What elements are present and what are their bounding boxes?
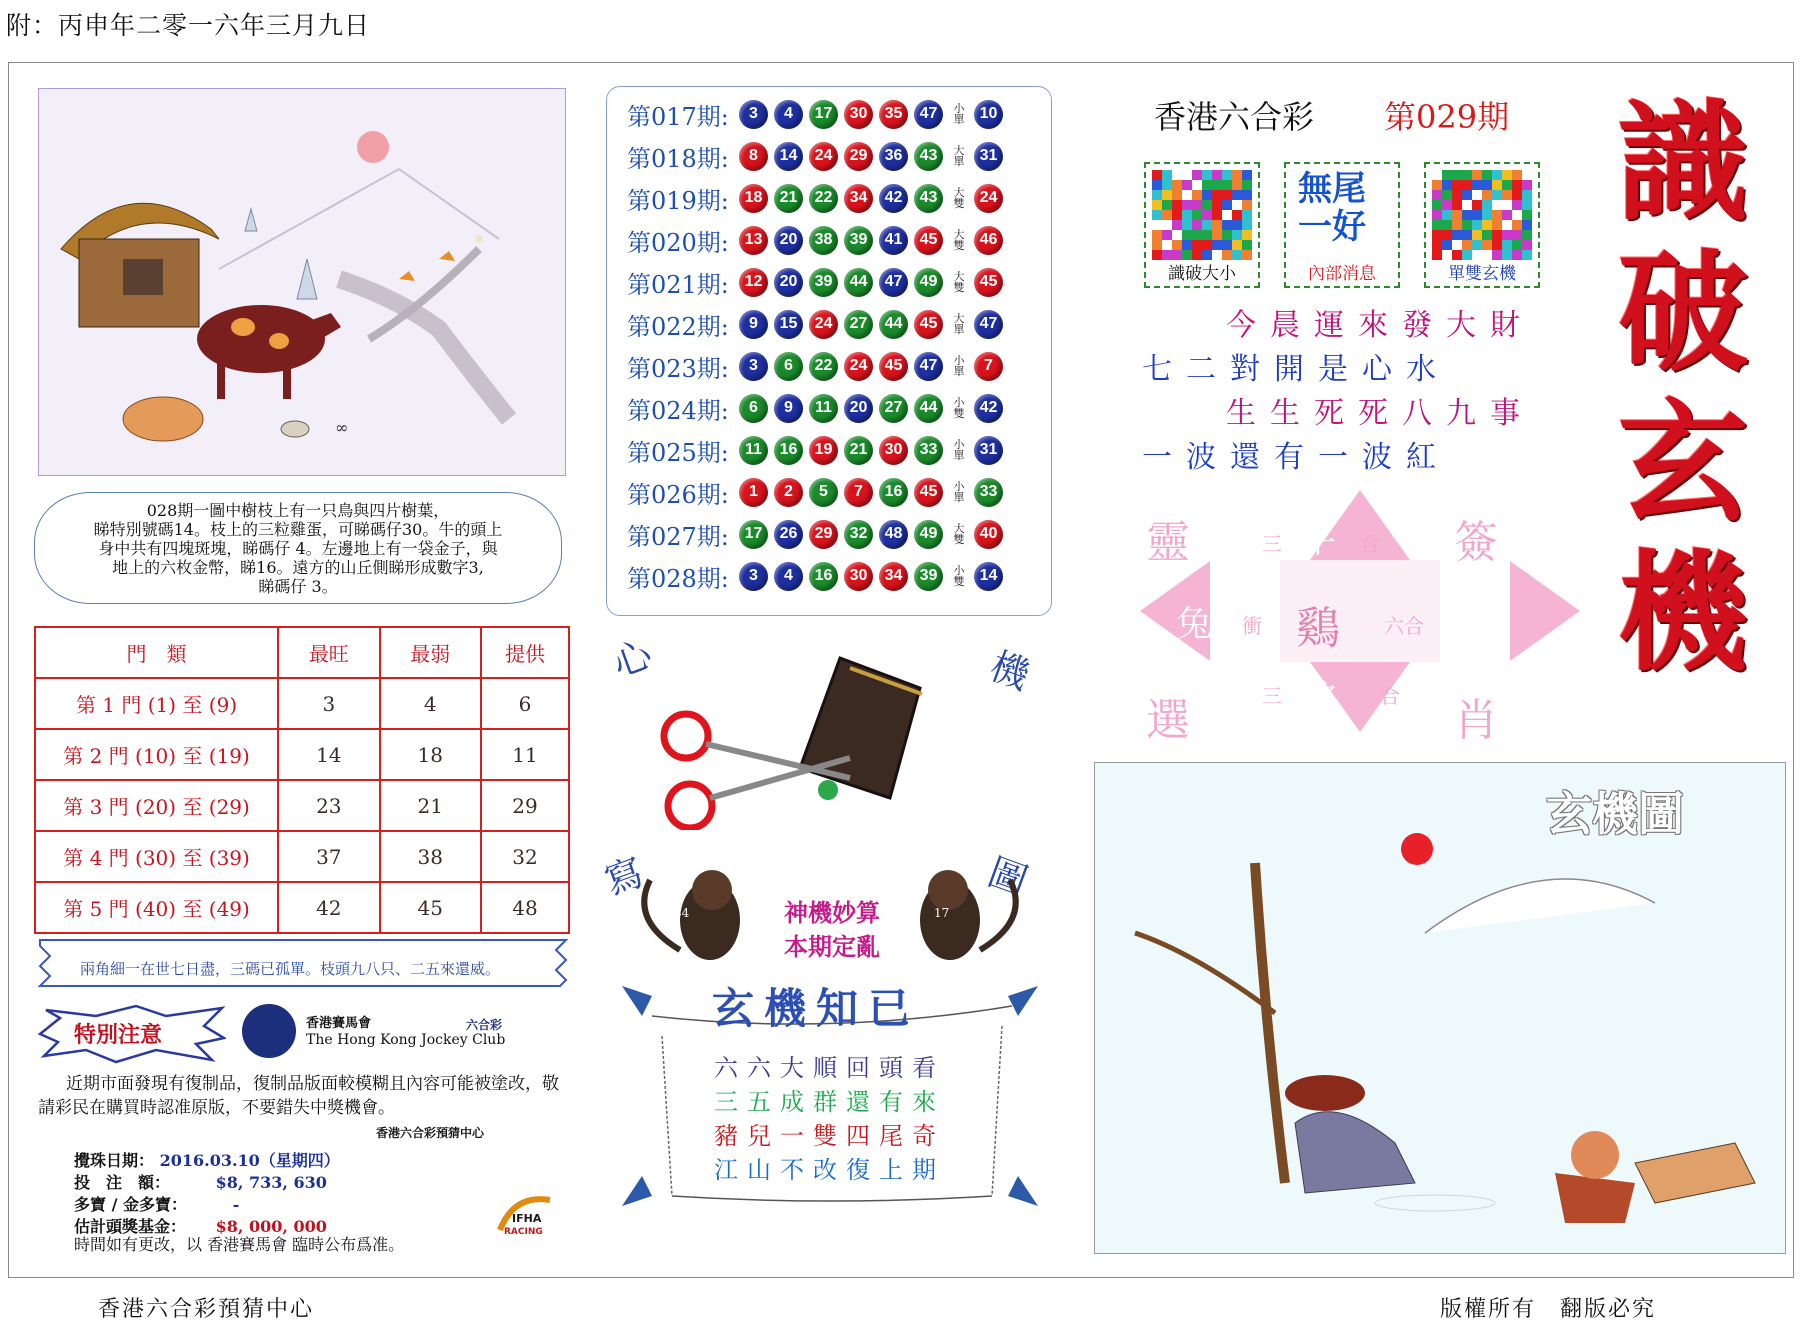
size-hint-label: 識破大小 bbox=[1168, 264, 1236, 284]
number-ball: 14 bbox=[774, 142, 803, 171]
result-row bbox=[627, 431, 1009, 469]
footer-left: 香港六合彩預猜中心 bbox=[98, 1297, 315, 1322]
hkjc-name-zh: 香港賽馬會 bbox=[306, 1016, 372, 1031]
riddle-line: 身中共有四塊斑塊，睇碼仔 4。左邊地上有一袋金子，與 bbox=[98, 539, 498, 558]
mark-six-logo: 六合彩 bbox=[466, 1018, 503, 1032]
compass-bottom: 蛇 bbox=[1300, 678, 1337, 719]
svg-text:RACING: RACING bbox=[504, 1227, 543, 1237]
result-row bbox=[627, 221, 1009, 259]
special-attribute: 小單 bbox=[953, 438, 965, 462]
result-row bbox=[627, 95, 1009, 133]
number-ball: 5 bbox=[809, 478, 838, 507]
number-ball: 27 bbox=[844, 310, 873, 339]
shenji-line: 本期定亂 bbox=[784, 932, 880, 961]
compass-corner-zodiac: 肖 bbox=[1454, 695, 1498, 746]
verse-line-1: 今晨運來發大財 bbox=[1226, 308, 1534, 343]
big-title-char: 機 bbox=[1617, 536, 1748, 689]
result-row bbox=[627, 389, 1009, 427]
draw-date-label: 攪珠日期 bbox=[74, 1151, 139, 1170]
door-label: 第 2 門 (10) 至 (19) bbox=[35, 729, 278, 780]
number-ball: 49 bbox=[914, 268, 943, 297]
number-ball: 35 bbox=[879, 100, 908, 129]
multi-jackpot-row: 多寶 / 金多寶： - bbox=[74, 1195, 240, 1214]
shenji-line: 神機妙算 bbox=[784, 898, 880, 927]
number-ball: 45 bbox=[914, 226, 943, 255]
provided-value: 6 bbox=[481, 678, 569, 729]
number-ball: 4 bbox=[774, 100, 803, 129]
number-ball: 47 bbox=[914, 352, 943, 381]
hottest-value: 23 bbox=[278, 780, 379, 831]
hottest-value: 37 bbox=[278, 831, 379, 882]
hottest-value: 42 bbox=[278, 882, 379, 933]
hkjc-logo-icon bbox=[242, 1004, 296, 1058]
header-date: 附：丙申年二零一六年三月九日 bbox=[6, 11, 371, 40]
verse-line-2: 七二對開是心水 bbox=[1142, 352, 1450, 387]
scissors-wallet-illustration bbox=[660, 648, 940, 830]
ifha-trust-mark-icon bbox=[494, 1190, 568, 1242]
number-ball: 11 bbox=[739, 436, 768, 465]
weakest-value: 18 bbox=[380, 729, 481, 780]
number-ball: 47 bbox=[879, 268, 908, 297]
number-ball: 2 bbox=[774, 478, 803, 507]
special-number-ball: 40 bbox=[974, 520, 1003, 549]
number-ball: 45 bbox=[879, 352, 908, 381]
corner-char-machine: 機 bbox=[984, 643, 1036, 698]
number-ball: 16 bbox=[809, 562, 838, 591]
result-row bbox=[627, 179, 1009, 217]
header-provided: 提供 bbox=[481, 627, 569, 678]
poem-line-3: 豬兒一雙四尾奇 bbox=[714, 1122, 945, 1150]
compass-small-5: 三 bbox=[1262, 684, 1282, 708]
number-ball: 49 bbox=[914, 520, 943, 549]
number-ball: 4 bbox=[774, 562, 803, 591]
special-number-ball: 45 bbox=[974, 268, 1003, 297]
riddle-illustration bbox=[38, 88, 566, 476]
number-ball: 6 bbox=[739, 394, 768, 423]
draw-date-row: 攪珠日期： 2016.03.10（星期四） bbox=[74, 1151, 340, 1170]
number-ball: 20 bbox=[774, 268, 803, 297]
number-ball: 3 bbox=[739, 100, 768, 129]
poem-title: 玄機知已 bbox=[712, 984, 921, 1033]
number-ball: 6 bbox=[774, 352, 803, 381]
table-row bbox=[35, 882, 569, 933]
verse-line-4: 一波還有一波紅 bbox=[1142, 440, 1450, 475]
special-attribute: 大單 bbox=[953, 144, 965, 168]
big-title-char: 破 bbox=[1617, 236, 1748, 389]
insider-label: 內部消息 bbox=[1308, 264, 1376, 284]
number-ball: 24 bbox=[809, 310, 838, 339]
special-attribute: 大單 bbox=[953, 312, 965, 336]
number-ball: 45 bbox=[914, 310, 943, 339]
odd-even-label: 單雙玄機 bbox=[1448, 264, 1516, 284]
number-ball: 33 bbox=[914, 436, 943, 465]
number-ball: 13 bbox=[739, 226, 768, 255]
number-ball: 22 bbox=[809, 184, 838, 213]
result-issue: 第024期: bbox=[627, 396, 729, 425]
special-attribute: 大雙 bbox=[953, 186, 965, 210]
result-issue: 第017期: bbox=[627, 102, 729, 131]
result-row bbox=[627, 473, 1009, 511]
number-ball: 30 bbox=[844, 562, 873, 591]
number-ball: 38 bbox=[809, 226, 838, 255]
result-issue: 第028期: bbox=[627, 564, 729, 593]
special-attribute: 大雙 bbox=[953, 522, 965, 546]
compass-center: 鷄 bbox=[1296, 603, 1340, 654]
number-ball: 29 bbox=[844, 142, 873, 171]
number-ball: 39 bbox=[914, 562, 943, 591]
number-ball: 43 bbox=[914, 184, 943, 213]
big-title-char: 識 bbox=[1617, 86, 1748, 239]
special-number-ball: 33 bbox=[974, 478, 1003, 507]
special-number-ball: 47 bbox=[974, 310, 1003, 339]
header-hottest: 最旺 bbox=[278, 627, 379, 678]
multi-jackpot-label: 多寶 / 金多寶 bbox=[74, 1195, 171, 1214]
door-label: 第 4 門 (30) 至 (39) bbox=[35, 831, 278, 882]
number-ball: 21 bbox=[774, 184, 803, 213]
riddle-text-bubble bbox=[34, 492, 562, 604]
multi-jackpot-value: - bbox=[232, 1195, 240, 1214]
result-row bbox=[627, 305, 1009, 343]
monkey-number-left: 34 bbox=[674, 906, 690, 920]
number-ball: 22 bbox=[809, 352, 838, 381]
poem-line-4: 江山不改復上期 bbox=[714, 1156, 945, 1184]
compass-corner-select: 選 bbox=[1146, 695, 1190, 746]
number-ball: 12 bbox=[739, 268, 768, 297]
corner-char-write: 寫 bbox=[598, 849, 650, 904]
number-ball: 39 bbox=[809, 268, 838, 297]
table-row bbox=[35, 729, 569, 780]
table-row bbox=[35, 780, 569, 831]
number-ball: 44 bbox=[844, 268, 873, 297]
special-number-ball: 42 bbox=[974, 394, 1003, 423]
result-row bbox=[627, 263, 1009, 301]
number-ball: 3 bbox=[739, 352, 768, 381]
number-ball: 17 bbox=[809, 100, 838, 129]
header-weakest: 最弱 bbox=[380, 627, 481, 678]
draw-date-value: 2016.03.10（星期四） bbox=[159, 1151, 340, 1170]
number-ball: 36 bbox=[879, 142, 908, 171]
first-prize-row: 估計頭獎基金： $8, 000, 000 bbox=[74, 1217, 327, 1236]
door-label: 第 1 門 (1) 至 (9) bbox=[35, 678, 278, 729]
number-ball: 41 bbox=[879, 226, 908, 255]
warning-source: 香港六合彩預猜中心 bbox=[376, 1126, 485, 1140]
weakest-value: 45 bbox=[380, 882, 481, 933]
special-number-ball: 7 bbox=[974, 352, 1003, 381]
number-ball: 30 bbox=[879, 436, 908, 465]
mosaic-size bbox=[1152, 170, 1252, 260]
number-ball: 9 bbox=[774, 394, 803, 423]
mosaic-odd-even bbox=[1432, 170, 1532, 260]
riddle-line: 睇碼仔 3。 bbox=[258, 577, 338, 596]
special-number-ball: 10 bbox=[974, 100, 1003, 129]
svg-text:∞: ∞ bbox=[335, 418, 349, 437]
hkjc-name-en: The Hong Kong Jockey Club bbox=[306, 1032, 506, 1048]
number-ball: 39 bbox=[844, 226, 873, 255]
bet-amount-label: 投 注 額 bbox=[74, 1173, 155, 1192]
special-attribute: 小雙 bbox=[953, 396, 965, 420]
number-ball: 16 bbox=[879, 478, 908, 507]
special-number-ball: 46 bbox=[974, 226, 1003, 255]
number-ball: 24 bbox=[809, 142, 838, 171]
compass-small-6: 合 bbox=[1380, 684, 1400, 708]
number-ball: 29 bbox=[809, 520, 838, 549]
number-ball: 32 bbox=[844, 520, 873, 549]
provided-value: 48 bbox=[481, 882, 569, 933]
banner-text: 兩角細一在世七日盡，三碼已孤單。枝頭九八只、二五來還威。 bbox=[80, 960, 501, 978]
riddle-line: 地上的六枚金幣，睇16。遠方的山丘側睇形成數字3, bbox=[112, 558, 484, 577]
number-ball: 3 bbox=[739, 562, 768, 591]
no-tail-text bbox=[1298, 170, 1366, 246]
result-issue: 第025期: bbox=[627, 438, 729, 467]
number-ball: 26 bbox=[774, 520, 803, 549]
xuanji-picture-label: 玄機圖 bbox=[1546, 787, 1684, 841]
number-ball: 20 bbox=[774, 226, 803, 255]
compass-small-2: 合 bbox=[1360, 532, 1380, 556]
compass-corner-spirit: 靈 bbox=[1146, 517, 1190, 568]
compass-left: 兔 bbox=[1176, 604, 1213, 645]
past-results-panel bbox=[606, 86, 1052, 616]
weakest-value: 4 bbox=[380, 678, 481, 729]
poem-line-2: 三五成群還有來 bbox=[714, 1088, 945, 1116]
number-ball: 15 bbox=[774, 310, 803, 339]
hottest-value: 14 bbox=[278, 729, 379, 780]
counterfeit-warning: 近期市面發現有復制品，復制品版面較模糊且內容可能被塗改，敬請彩民在購買時認准原版，不要錯失中獎機會。 bbox=[38, 1074, 559, 1118]
odd-even-box bbox=[1424, 162, 1540, 288]
compass-corner-lot: 簽 bbox=[1454, 517, 1498, 568]
provided-value: 11 bbox=[481, 729, 569, 780]
table-row bbox=[35, 678, 569, 729]
result-row bbox=[627, 347, 1009, 385]
footer-right: 版權所有 翻版必究 bbox=[1440, 1297, 1657, 1322]
provided-value: 29 bbox=[481, 780, 569, 831]
bet-amount-row: 投 注 額： $8, 733, 630 bbox=[74, 1173, 327, 1192]
special-number-ball: 31 bbox=[974, 436, 1003, 465]
result-row bbox=[627, 515, 1009, 553]
compass-top: 牛 bbox=[1300, 520, 1337, 561]
number-ball: 21 bbox=[844, 436, 873, 465]
first-prize-value: $8, 000, 000 bbox=[215, 1217, 327, 1236]
number-ball: 45 bbox=[914, 478, 943, 507]
hottest-value: 3 bbox=[278, 678, 379, 729]
number-ball: 11 bbox=[809, 394, 838, 423]
number-ball: 8 bbox=[739, 142, 768, 171]
compass-small-1: 三 bbox=[1262, 532, 1282, 556]
notice-title: 特別注意 bbox=[74, 1023, 163, 1048]
number-ball: 47 bbox=[914, 100, 943, 129]
result-issue: 第027期: bbox=[627, 522, 729, 551]
number-ball: 7 bbox=[844, 478, 873, 507]
number-ball: 30 bbox=[844, 100, 873, 129]
special-attribute: 小單 bbox=[953, 354, 965, 378]
special-number-ball: 31 bbox=[974, 142, 1003, 171]
special-attribute: 大雙 bbox=[953, 270, 965, 294]
no-tail-line: 一好 bbox=[1298, 207, 1366, 247]
no-tail-line: 無尾 bbox=[1298, 169, 1366, 209]
insider-box bbox=[1284, 162, 1400, 288]
number-ball: 27 bbox=[879, 394, 908, 423]
table-row bbox=[35, 831, 569, 882]
number-ball: 24 bbox=[844, 352, 873, 381]
compass-right: 龍 bbox=[1458, 604, 1495, 645]
big-title bbox=[1598, 88, 1768, 688]
verse-line-3: 生生死死八九事 bbox=[1226, 396, 1534, 431]
result-issue: 第018期: bbox=[627, 144, 729, 173]
result-row bbox=[627, 137, 1009, 175]
result-issue: 第026期: bbox=[627, 480, 729, 509]
header-door-category: 門 類 bbox=[35, 627, 278, 678]
number-ball: 1 bbox=[739, 478, 768, 507]
bet-amount-value: $8, 733, 630 bbox=[215, 1173, 327, 1192]
riddle-line: 睇特別號碼14。枝上的三粒雞蛋，可睇碼仔30。牛的頭上 bbox=[93, 520, 503, 539]
special-attribute: 小雙 bbox=[953, 564, 965, 588]
corner-char-picture: 圖 bbox=[982, 849, 1034, 904]
big-title-char: 玄 bbox=[1617, 386, 1748, 539]
number-ball: 9 bbox=[739, 310, 768, 339]
number-ball: 34 bbox=[844, 184, 873, 213]
number-ball: 44 bbox=[879, 310, 908, 339]
number-ball: 43 bbox=[914, 142, 943, 171]
number-ball: 48 bbox=[879, 520, 908, 549]
number-ball: 19 bbox=[809, 436, 838, 465]
compass-small-4: 六合 bbox=[1384, 614, 1424, 638]
door-label: 第 3 門 (20) 至 (29) bbox=[35, 780, 278, 831]
riddle-line: 028期一圖中樹枝上有一只鳥與四片樹葉， bbox=[146, 501, 450, 520]
result-issue: 第023期: bbox=[627, 354, 729, 383]
number-ball: 42 bbox=[879, 184, 908, 213]
number-ball: 17 bbox=[739, 520, 768, 549]
schedule-note: 時間如有更改，以 香港賽馬會 臨時公布爲准。 bbox=[74, 1235, 405, 1254]
result-row bbox=[627, 557, 1009, 595]
compass-small-3: 衝 bbox=[1242, 614, 1262, 638]
poem-line-1: 六六大順回頭看 bbox=[714, 1054, 945, 1082]
special-attribute: 小單 bbox=[953, 102, 965, 126]
number-ball: 44 bbox=[914, 394, 943, 423]
corner-char-heart: 心 bbox=[606, 631, 658, 686]
door-stats-table bbox=[34, 626, 570, 934]
result-issue: 第020期: bbox=[627, 228, 729, 257]
first-prize-label: 估計頭獎基金 bbox=[74, 1217, 171, 1236]
table-header-row bbox=[35, 627, 569, 678]
number-ball: 20 bbox=[844, 394, 873, 423]
special-attribute: 小單 bbox=[953, 480, 965, 504]
special-number-ball: 14 bbox=[974, 562, 1003, 591]
lottery-title: 香港六合彩 bbox=[1154, 98, 1315, 136]
size-hint-box bbox=[1144, 162, 1260, 288]
weakest-value: 21 bbox=[380, 780, 481, 831]
number-ball: 18 bbox=[739, 184, 768, 213]
weakest-value: 38 bbox=[380, 831, 481, 882]
number-ball: 34 bbox=[879, 562, 908, 591]
provided-value: 32 bbox=[481, 831, 569, 882]
result-issue: 第019期: bbox=[627, 186, 729, 215]
special-attribute: 大雙 bbox=[953, 228, 965, 252]
result-issue: 第021期: bbox=[627, 270, 729, 299]
svg-text:IFHA: IFHA bbox=[512, 1212, 542, 1225]
result-issue: 第022期: bbox=[627, 312, 729, 341]
monkey-number-right: 17 bbox=[934, 906, 950, 920]
special-number-ball: 24 bbox=[974, 184, 1003, 213]
shenji-motto bbox=[762, 896, 902, 964]
door-label: 第 5 門 (40) 至 (49) bbox=[35, 882, 278, 933]
lottery-issue: 第029期 bbox=[1384, 98, 1510, 136]
number-ball: 16 bbox=[774, 436, 803, 465]
